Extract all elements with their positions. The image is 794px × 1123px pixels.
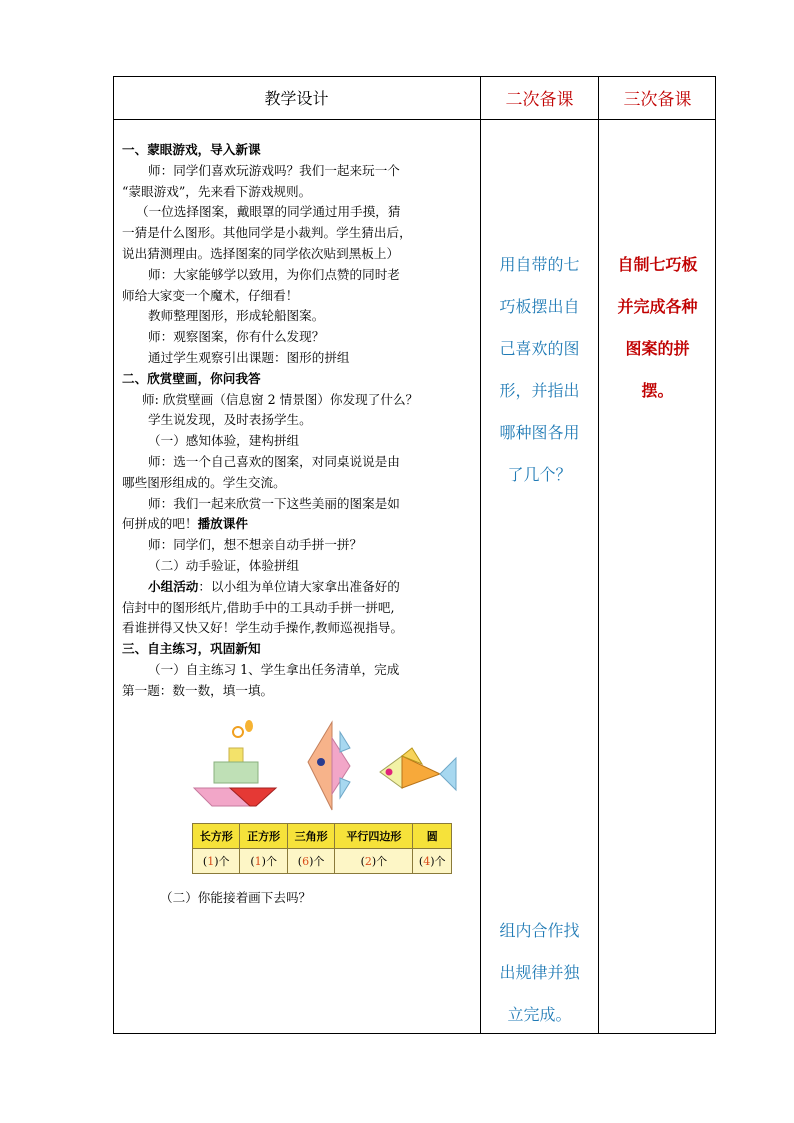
question-two: （二）你能接着画下去吗？	[160, 890, 312, 905]
note-line: 图案的拼	[625, 339, 690, 358]
boat-figure	[194, 720, 276, 806]
shape-header: 三角形	[287, 824, 334, 849]
note-line: 哪种图各用	[499, 423, 580, 442]
header-teaching-design: 教学设计	[264, 89, 329, 108]
second-prep-note-b	[481, 910, 598, 1036]
fish-figure	[380, 748, 456, 790]
group-activity-line: 小组活动：以小组为单位请大家拿出准备好的	[148, 578, 400, 594]
shape-count: (1)个	[193, 849, 240, 874]
column-divider	[598, 76, 599, 1034]
body-line: 教师整理图形，形成轮船图案。	[148, 308, 325, 324]
shape-count: (6)个	[287, 849, 334, 874]
note-line: 出规律并独	[499, 963, 580, 982]
note-line: 组内合作找	[499, 921, 580, 940]
note-line: 摆。	[641, 381, 674, 400]
angel-fish-figure	[308, 722, 350, 810]
body-line: 师：同学们喜欢玩游戏吗？我们一起来玩一个	[148, 162, 400, 178]
note-line: 并完成各种	[617, 297, 698, 316]
header-second-prep: 二次备课	[505, 90, 574, 110]
section-heading: 一、蒙眼游戏，导入新课	[122, 142, 261, 157]
section-heading: 二、欣赏壁画，你问我答	[122, 370, 261, 386]
body-line: 师：选一个自己喜欢的图案，对同桌说说是由	[148, 453, 400, 469]
body-line: 说出猜测理由。选择图案的同学依次贴到黑板上）	[122, 245, 400, 261]
header-third-prep: 三次备课	[623, 90, 692, 110]
shape-count: (4)个	[413, 849, 452, 874]
shape-count-table	[192, 823, 452, 874]
body-line: 师：我们一起来欣赏一下这些美丽的图案是如	[148, 495, 400, 511]
second-prep-note-a	[481, 244, 598, 496]
body-line: 一猜是什么图形。其他同学是小裁判。学生猜出后，	[122, 225, 412, 241]
note-line: 己喜欢的图	[499, 339, 580, 358]
body-line: “蒙眼游戏”，先来看下游戏规则。	[122, 183, 312, 199]
shape-header: 圆	[413, 824, 452, 849]
body-line: 何拼成的吧！播放课件	[122, 516, 248, 532]
body-line: 师：大家能够学以致用，为你们点赞的同时老	[148, 266, 400, 282]
body-line: 师: 欣赏壁画（信息窗 2 情景图）你发现了什么？	[142, 391, 419, 407]
shape-count: (2)个	[335, 849, 413, 874]
body-line: 通过学生观察引出课题：图形的拼组	[148, 349, 350, 365]
body-line: （二）动手验证，体验拼组	[148, 557, 300, 573]
body-line: 师给大家变一个魔术，仔细看！	[122, 287, 299, 303]
shape-header: 平行四边形	[335, 824, 413, 849]
body-line: 信封中的图形纸片,借助手中的工具动手拼一拼吧,	[122, 599, 395, 615]
body-line: 第一题：数一数，填一填。	[122, 682, 274, 698]
tangram-figures	[190, 718, 460, 818]
shape-header: 长方形	[193, 824, 240, 849]
header-divider	[113, 119, 716, 120]
body-line: （一位选择图案，戴眼罩的同学通过用手摸，猜	[136, 204, 401, 220]
body-line: 哪些图形组成的。学生交流。	[122, 474, 286, 490]
body-line: 师：观察图案，你有什么发现？	[148, 329, 325, 345]
body-line: 师：同学们，想不想亲自动手拼一拼？	[148, 537, 363, 553]
column-divider	[480, 76, 481, 1034]
third-prep-note	[599, 244, 716, 412]
note-line: 巧板摆出自	[499, 297, 580, 316]
note-line: 形，并指出	[499, 381, 580, 400]
note-line: 了几个？	[507, 465, 572, 484]
note-line: 用自带的七	[499, 255, 580, 274]
note-line: 立完成。	[507, 1005, 572, 1024]
lesson-content	[122, 140, 474, 702]
body-line: 看谁拼得又快又好！学生动手操作,教师巡视指导。	[122, 620, 404, 636]
body-line: （一）自主练习 1、学生拿出任务清单，完成	[148, 661, 400, 677]
shape-header: 正方形	[240, 824, 287, 849]
body-line: （一）感知体验，建构拼组	[148, 433, 300, 449]
section-heading: 三、自主练习，巩固新知	[122, 641, 261, 657]
shape-count: (1)个	[240, 849, 287, 874]
body-line: 学生说发现，及时表扬学生。	[148, 412, 312, 428]
note-line: 自制七巧板	[617, 255, 698, 274]
